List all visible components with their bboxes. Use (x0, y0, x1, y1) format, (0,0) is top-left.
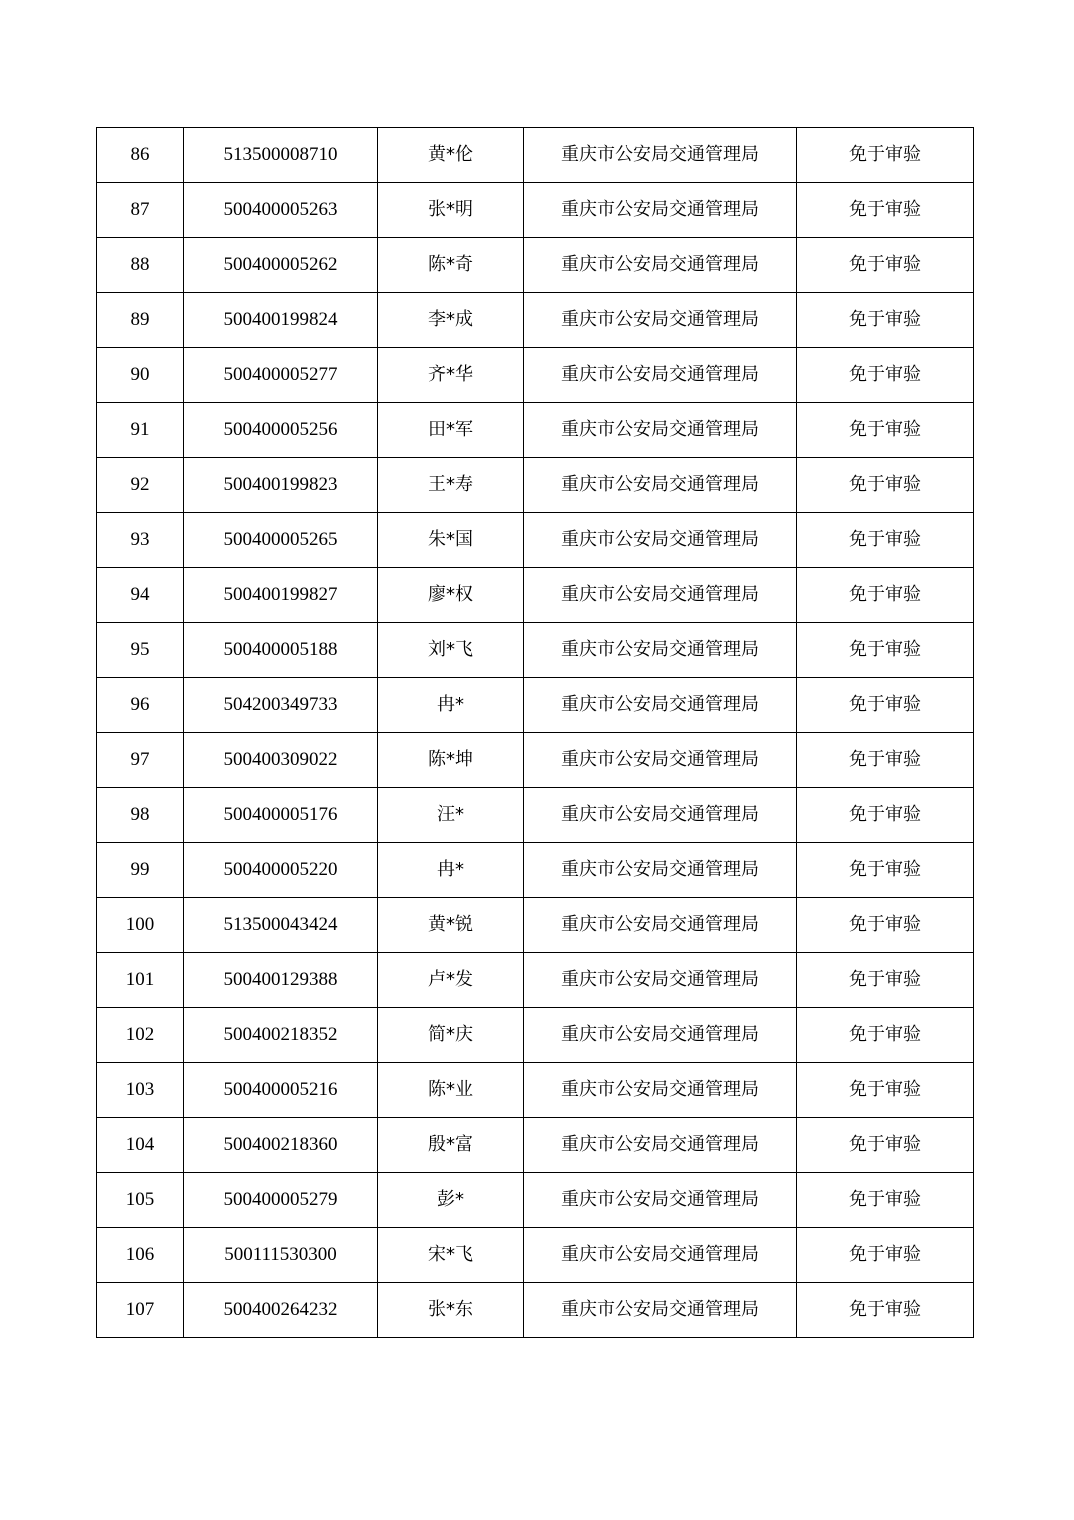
cell-license-number: 513500043424 (184, 898, 378, 953)
cell-license-number: 500400005176 (184, 788, 378, 843)
cell-review-result: 免于审验 (797, 1063, 974, 1118)
table-row (97, 843, 974, 898)
cell-index: 96 (97, 678, 184, 733)
cell-index: 105 (97, 1173, 184, 1228)
cell-license-number: 500400005216 (184, 1063, 378, 1118)
cell-index: 89 (97, 293, 184, 348)
cell-index: 93 (97, 513, 184, 568)
cell-review-result: 免于审验 (797, 788, 974, 843)
cell-review-result: 免于审验 (797, 843, 974, 898)
cell-review-result: 免于审验 (797, 898, 974, 953)
table-row (97, 238, 974, 293)
cell-issuing-authority: 重庆市公安局交通管理局 (524, 1173, 797, 1228)
cell-index: 91 (97, 403, 184, 458)
cell-license-number: 500400005256 (184, 403, 378, 458)
table-row (97, 458, 974, 513)
cell-holder-name: 汪* (378, 788, 524, 843)
cell-review-result: 免于审验 (797, 513, 974, 568)
table-row (97, 733, 974, 788)
cell-index: 99 (97, 843, 184, 898)
cell-issuing-authority: 重庆市公安局交通管理局 (524, 623, 797, 678)
cell-index: 92 (97, 458, 184, 513)
cell-license-number: 500400005279 (184, 1173, 378, 1228)
cell-issuing-authority: 重庆市公安局交通管理局 (524, 238, 797, 293)
table-row (97, 1063, 974, 1118)
cell-index: 90 (97, 348, 184, 403)
cell-holder-name: 齐*华 (378, 348, 524, 403)
cell-review-result: 免于审验 (797, 1008, 974, 1063)
cell-issuing-authority: 重庆市公安局交通管理局 (524, 403, 797, 458)
cell-holder-name: 张*东 (378, 1283, 524, 1338)
cell-license-number: 500400005220 (184, 843, 378, 898)
cell-index: 95 (97, 623, 184, 678)
cell-review-result: 免于审验 (797, 1283, 974, 1338)
table-row (97, 1118, 974, 1173)
cell-holder-name: 陈*奇 (378, 238, 524, 293)
cell-license-number: 500400005277 (184, 348, 378, 403)
cell-index: 107 (97, 1283, 184, 1338)
cell-issuing-authority: 重庆市公安局交通管理局 (524, 458, 797, 513)
table-row (97, 568, 974, 623)
cell-issuing-authority: 重庆市公安局交通管理局 (524, 678, 797, 733)
table-row (97, 678, 974, 733)
cell-index: 86 (97, 128, 184, 183)
cell-review-result: 免于审验 (797, 733, 974, 788)
cell-license-number: 500400005188 (184, 623, 378, 678)
cell-review-result: 免于审验 (797, 293, 974, 348)
cell-license-number: 500400264232 (184, 1283, 378, 1338)
table-row (97, 183, 974, 238)
table-row (97, 1173, 974, 1228)
cell-holder-name: 刘*飞 (378, 623, 524, 678)
cell-index: 100 (97, 898, 184, 953)
cell-issuing-authority: 重庆市公安局交通管理局 (524, 183, 797, 238)
cell-holder-name: 田*军 (378, 403, 524, 458)
cell-holder-name: 宋*飞 (378, 1228, 524, 1283)
cell-issuing-authority: 重庆市公安局交通管理局 (524, 843, 797, 898)
cell-issuing-authority: 重庆市公安局交通管理局 (524, 1228, 797, 1283)
table-row (97, 623, 974, 678)
table-row (97, 898, 974, 953)
cell-holder-name: 黄*锐 (378, 898, 524, 953)
table-row (97, 293, 974, 348)
table-row (97, 953, 974, 1008)
cell-holder-name: 彭* (378, 1173, 524, 1228)
cell-holder-name: 张*明 (378, 183, 524, 238)
cell-holder-name: 简*庆 (378, 1008, 524, 1063)
cell-license-number: 500400309022 (184, 733, 378, 788)
cell-review-result: 免于审验 (797, 678, 974, 733)
cell-issuing-authority: 重庆市公安局交通管理局 (524, 1063, 797, 1118)
cell-issuing-authority: 重庆市公安局交通管理局 (524, 898, 797, 953)
cell-issuing-authority: 重庆市公安局交通管理局 (524, 953, 797, 1008)
cell-issuing-authority: 重庆市公安局交通管理局 (524, 733, 797, 788)
cell-holder-name: 冉* (378, 678, 524, 733)
table-row (97, 513, 974, 568)
cell-review-result: 免于审验 (797, 403, 974, 458)
exemption-list-table (96, 127, 974, 1338)
cell-review-result: 免于审验 (797, 1118, 974, 1173)
cell-review-result: 免于审验 (797, 953, 974, 1008)
table-body (97, 128, 974, 1338)
cell-review-result: 免于审验 (797, 1228, 974, 1283)
cell-issuing-authority: 重庆市公安局交通管理局 (524, 568, 797, 623)
cell-license-number: 500400005265 (184, 513, 378, 568)
cell-holder-name: 陈*坤 (378, 733, 524, 788)
cell-holder-name: 殷*富 (378, 1118, 524, 1173)
cell-index: 101 (97, 953, 184, 1008)
cell-issuing-authority: 重庆市公安局交通管理局 (524, 1008, 797, 1063)
cell-review-result: 免于审验 (797, 568, 974, 623)
cell-holder-name: 冉* (378, 843, 524, 898)
cell-index: 102 (97, 1008, 184, 1063)
cell-license-number: 500400199823 (184, 458, 378, 513)
cell-review-result: 免于审验 (797, 128, 974, 183)
cell-issuing-authority: 重庆市公安局交通管理局 (524, 348, 797, 403)
cell-index: 104 (97, 1118, 184, 1173)
cell-review-result: 免于审验 (797, 238, 974, 293)
cell-issuing-authority: 重庆市公安局交通管理局 (524, 293, 797, 348)
cell-issuing-authority: 重庆市公安局交通管理局 (524, 788, 797, 843)
cell-license-number: 500400199827 (184, 568, 378, 623)
cell-license-number: 500400218360 (184, 1118, 378, 1173)
cell-license-number: 504200349733 (184, 678, 378, 733)
cell-license-number: 500111530300 (184, 1228, 378, 1283)
cell-review-result: 免于审验 (797, 458, 974, 513)
cell-license-number: 500400218352 (184, 1008, 378, 1063)
cell-license-number: 500400005262 (184, 238, 378, 293)
cell-issuing-authority: 重庆市公安局交通管理局 (524, 128, 797, 183)
cell-index: 106 (97, 1228, 184, 1283)
table-row (97, 1228, 974, 1283)
cell-holder-name: 卢*发 (378, 953, 524, 1008)
cell-index: 87 (97, 183, 184, 238)
table-row (97, 348, 974, 403)
cell-holder-name: 王*寿 (378, 458, 524, 513)
cell-holder-name: 朱*国 (378, 513, 524, 568)
cell-review-result: 免于审验 (797, 1173, 974, 1228)
table-row (97, 128, 974, 183)
table-row (97, 1008, 974, 1063)
cell-review-result: 免于审验 (797, 348, 974, 403)
cell-issuing-authority: 重庆市公安局交通管理局 (524, 513, 797, 568)
cell-index: 88 (97, 238, 184, 293)
cell-holder-name: 陈*业 (378, 1063, 524, 1118)
table-row (97, 788, 974, 843)
cell-review-result: 免于审验 (797, 623, 974, 678)
cell-holder-name: 李*成 (378, 293, 524, 348)
cell-license-number: 500400005263 (184, 183, 378, 238)
cell-index: 94 (97, 568, 184, 623)
cell-issuing-authority: 重庆市公安局交通管理局 (524, 1283, 797, 1338)
cell-license-number: 500400199824 (184, 293, 378, 348)
cell-issuing-authority: 重庆市公安局交通管理局 (524, 1118, 797, 1173)
cell-index: 98 (97, 788, 184, 843)
cell-index: 103 (97, 1063, 184, 1118)
cell-license-number: 500400129388 (184, 953, 378, 1008)
table-row (97, 403, 974, 458)
cell-holder-name: 黄*伦 (378, 128, 524, 183)
cell-holder-name: 廖*权 (378, 568, 524, 623)
cell-review-result: 免于审验 (797, 183, 974, 238)
cell-index: 97 (97, 733, 184, 788)
cell-license-number: 513500008710 (184, 128, 378, 183)
table-row (97, 1283, 974, 1338)
